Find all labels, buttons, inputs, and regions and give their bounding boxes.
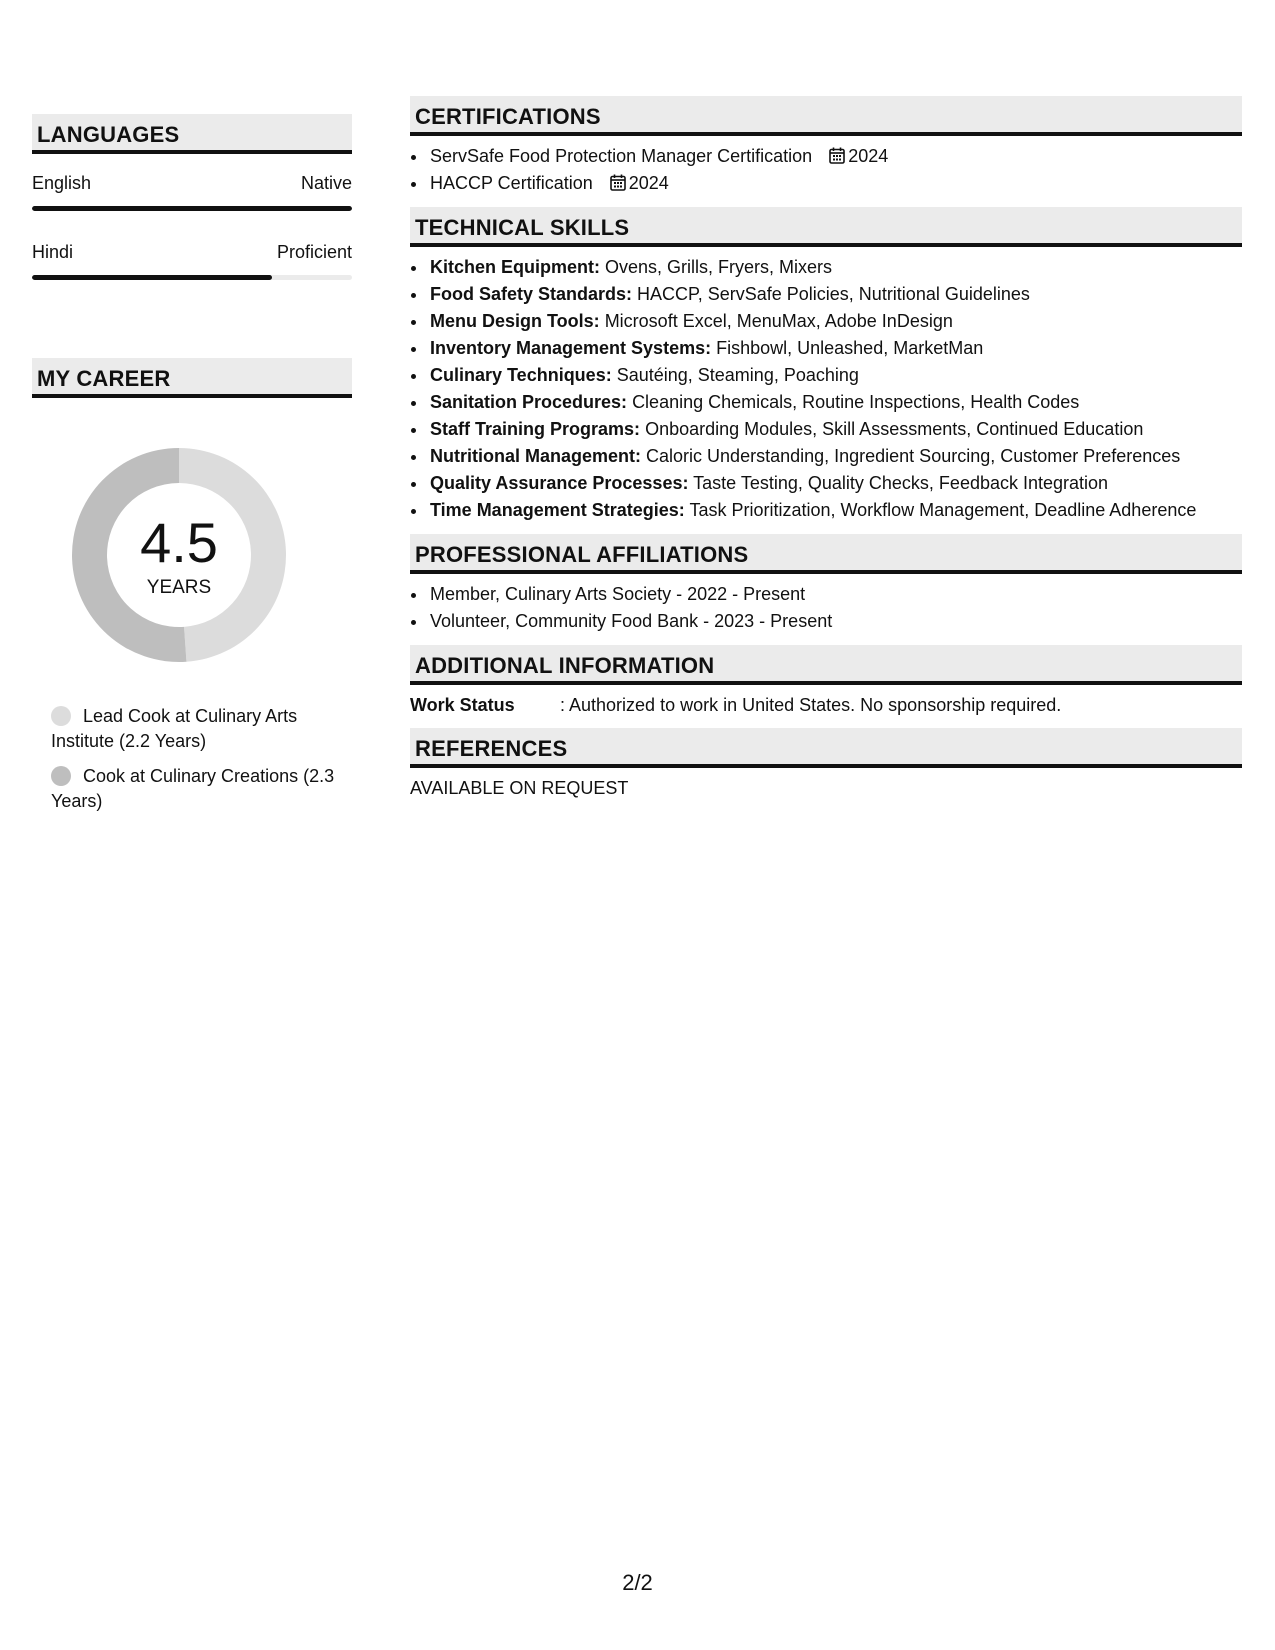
skill-item [428,497,1242,524]
skill-value: Caloric Understanding, Ingredient Sourcing, Customer Preferences [646,446,1181,466]
languages-header: LANGUAGES [32,114,352,154]
affiliations-header: PROFESSIONAL AFFILIATIONS [410,534,1242,574]
skill-value: Onboarding Modules, Skill Assessments, Continued Education [645,419,1144,439]
work-status-label: Work Status [410,695,515,715]
language-item-hindi [32,241,352,280]
legend-dot-icon [51,766,71,786]
technical-skills-list [410,254,1242,524]
skill-label: Quality Assurance Processes: [430,473,689,493]
skill-value: Cleaning Chemicals, Routine Inspections, Health Codes [632,392,1080,412]
certification-name: HACCP Certification [430,173,593,193]
sidebar [32,114,352,824]
skill-item [428,389,1242,416]
skill-value: HACCP, ServSafe Policies, Nutritional Guidelines [637,284,1030,304]
skill-item [428,416,1242,443]
skill-item [428,281,1242,308]
technical-skills-header: TECHNICAL SKILLS [410,207,1242,247]
affiliations-list [410,581,1242,635]
skill-value: Fishbowl, Unleashed, MarketMan [716,338,984,358]
career-legend-item [51,704,352,754]
main-content [410,96,1242,801]
certifications-list [410,143,1242,197]
career-legend-label: Cook at Culinary Creations (2.3 Years) [51,766,335,811]
skill-value: Sautéing, Steaming, Poaching [616,365,859,385]
skill-label: Time Management Strategies: [430,500,685,520]
certification-name: ServSafe Food Protection Manager Certification [430,146,813,166]
language-item-english [32,172,352,211]
work-status-row [410,692,1242,718]
skill-value: Task Prioritization, Workflow Management, Deadline Adherence [689,500,1197,520]
skill-label: Sanitation Procedures: [430,392,628,412]
certification-year: 2024 [628,173,669,193]
career-legend [32,704,352,814]
certification-item [428,143,1242,170]
skill-item [428,470,1242,497]
language-level: Proficient [276,242,352,262]
career-legend-label: Lead Cook at Culinary Arts Institute (2.2 Years) [51,706,298,751]
career-total-unit: YEARS [146,577,212,598]
language-proficiency-bar [32,206,352,211]
certification-year: 2024 [848,146,889,166]
career-header: MY CAREER [32,358,352,398]
language-proficiency-bar [32,275,352,280]
certifications-header: CERTIFICATIONS [410,96,1242,136]
skill-label: Food Safety Standards: [430,284,633,304]
skill-value: Microsoft Excel, MenuMax, Adobe InDesign [604,311,953,331]
skill-label: Inventory Management Systems: [430,338,712,358]
references-text: AVAILABLE ON REQUEST [410,778,629,798]
skill-item [428,362,1242,389]
calendar-icon [829,147,845,164]
language-level: Native [300,173,352,193]
career-donut-chart [66,442,292,668]
certification-item [428,170,1242,197]
skill-label: Staff Training Programs: [430,419,641,439]
work-status-value: : Authorized to work in United States. No sponsorship required. [560,695,1062,715]
skill-item [428,335,1242,362]
skill-item [428,443,1242,470]
skill-value: Taste Testing, Quality Checks, Feedback Integration [693,473,1109,493]
affiliation-item: • Volunteer, Community Food Bank - 2023 - Present [428,608,1242,635]
affiliation-item: • Member, Culinary Arts Society - 2022 - Present [428,581,1242,608]
skill-label: Kitchen Equipment: [430,257,600,277]
skill-label: Nutritional Management: [430,446,642,466]
page-number: 2/2 [622,1570,653,1595]
career-legend-item [51,764,352,814]
additional-info-header: ADDITIONAL INFORMATION [410,645,1242,685]
skill-item [428,308,1242,335]
skill-label: Menu Design Tools: [430,311,600,331]
skill-label: Culinary Techniques: [430,365,612,385]
language-name: Hindi [32,242,74,262]
career-total-value: 4.5 [140,511,218,574]
skill-item [428,254,1242,281]
references-header: REFERENCES [410,728,1242,768]
language-proficiency-fill [32,275,272,280]
legend-dot-icon [51,706,71,726]
language-proficiency-fill [32,206,352,211]
skill-value: Ovens, Grills, Fryers, Mixers [605,257,833,277]
calendar-icon [610,174,626,191]
language-name: English [32,173,92,193]
